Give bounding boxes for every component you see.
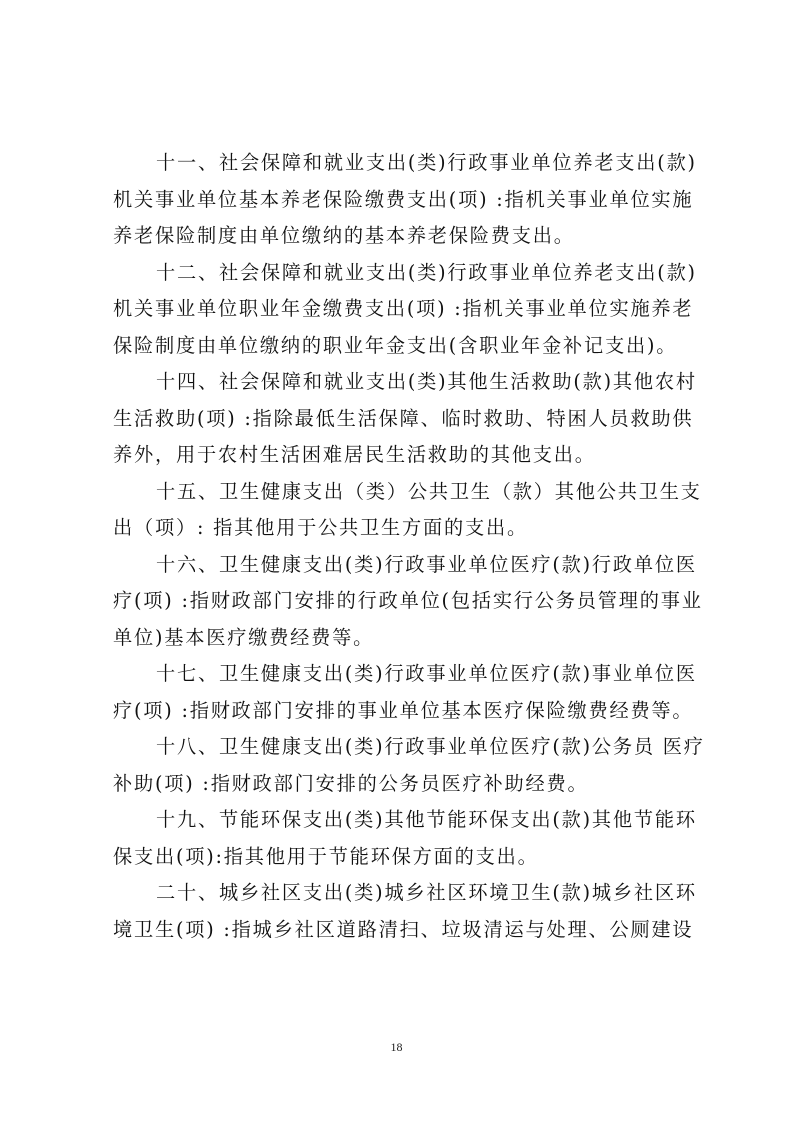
document-body xyxy=(113,145,705,948)
text-line: 十六、卫生健康支出(类)行政事业单位医疗(款)行政单位医 xyxy=(156,552,697,576)
paragraph-16 xyxy=(113,547,703,657)
text-line: 十一、社会保障和就业支出(类)行政事业单位养老支出(款) xyxy=(156,151,697,174)
paragraph-19 xyxy=(113,802,698,875)
text-line: 十二、社会保障和就业支出(类)行政事业单位养老支出(款) xyxy=(156,260,697,284)
text-line: 机关事业单位职业年金缴费支出(项) :指机关事业单位实施养老 xyxy=(113,297,694,320)
text-line: 出（项）: 指其他用于公共卫生方面的支出。 xyxy=(113,516,528,539)
paragraph-18 xyxy=(113,729,705,802)
text-line: 补助(项) :指财政部门安排的公务员医疗补助经费。 xyxy=(113,771,589,795)
text-line: 十五、卫生健康支出（类）公共卫生（款）其他公共卫生支 xyxy=(156,479,702,503)
paragraph-20 xyxy=(113,875,698,948)
text-line: 机关事业单位基本养老保险缴费支出(项) :指机关事业单位实施 xyxy=(113,187,694,211)
text-line: 十七、卫生健康支出(类)行政事业单位医疗(款)事业单位医 xyxy=(156,662,697,685)
paragraph-15 xyxy=(113,474,702,547)
text-line: 养外，用于农村生活困难居民生活救助的其他支出。 xyxy=(113,443,596,466)
text-line: 十九、节能环保支出(类)其他节能环保支出(款)其他节能环 xyxy=(156,808,697,831)
paragraph-14 xyxy=(113,364,698,474)
paragraph-17 xyxy=(113,656,698,729)
text-line: 二十、城乡社区支出(类)城乡社区环境卫生(款)城乡社区环 xyxy=(156,881,697,904)
text-line: 境卫生(项) :指城乡社区道路清扫、垃圾清运与处理、公厕建设 xyxy=(113,917,694,941)
text-line: 保支出(项):指其他用于节能环保方面的支出。 xyxy=(113,844,539,868)
paragraph-11 xyxy=(113,145,698,255)
text-line: 十八、卫生健康支出(类)行政事业单位医疗(款)公务员 医疗 xyxy=(156,735,705,758)
text-line: 单位)基本医疗缴费经费等。 xyxy=(113,625,375,649)
text-line: 十四、社会保障和就业支出(类)其他生活救助(款)其他农村 xyxy=(156,370,697,393)
text-line: 疗(项) :指财政部门安排的行政单位(包括实行公务员管理的事业 xyxy=(113,589,703,612)
page-number: 18 xyxy=(390,1040,403,1054)
text-line: 疗(项) :指财政部门安排的事业单位基本医疗保险缴费经费等。 xyxy=(113,698,694,722)
text-line: 生活救助(项) :指除最低生活保障、临时救助、特困人员救助供 xyxy=(113,406,694,430)
text-line: 养老保险制度由单位缴纳的基本养老保险费支出。 xyxy=(113,224,575,247)
text-line: 保险制度由单位缴纳的职业年金支出(含职业年金补记支出)。 xyxy=(113,333,678,357)
paragraph-12 xyxy=(113,255,698,365)
